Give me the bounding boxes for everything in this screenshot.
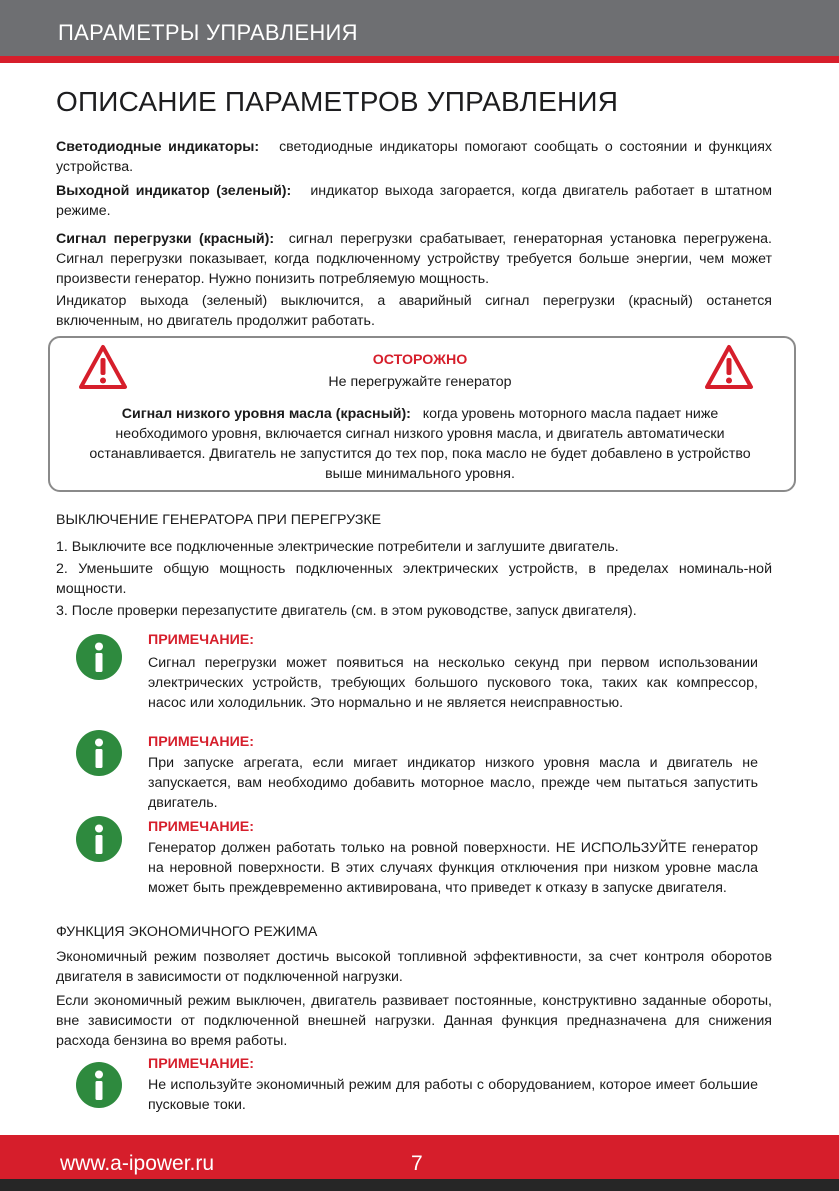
footer-strip (0, 1179, 839, 1191)
header-bar (0, 0, 839, 56)
paragraph-output-off: Индикатор выхода (зеленый) выключится, а аварийный сигнал перегрузки (красный) останется включенным, но двигатель продолжит работать. (56, 293, 772, 329)
section-heading-eco: ФУНКЦИЯ ЭКОНОМИЧНОГО РЕЖИМА (56, 924, 318, 940)
warning-title: ОСТОРОЖНО (372, 352, 468, 368)
led-text: светодиодные индикаторы помогают сообщать о состоянии и функциях устройства. (56, 139, 772, 175)
eco-paragraph-2: Если экономичный режим выключен, двигатель развивает постоянные, конструктивно заданные обороты, вне зависимости от подключенной внешней нагрузки. Данная функция предназначена для снижения расхода бензина во время работы. (56, 993, 772, 1049)
page-title: ОПИСАНИЕ ПАРАМЕТРОВ УПРАВЛЕНИЯ (56, 86, 619, 117)
overload-label: Сигнал перегрузки (красный): (56, 231, 275, 247)
led-label: Светодиодные индикаторы: (56, 139, 260, 155)
footer-url[interactable]: www.a-ipower.ru (60, 1152, 215, 1175)
warning-oil-paragraph (76, 404, 764, 484)
warning-subtitle: Не перегружайте генератор (328, 374, 512, 390)
note-text: Генератор должен работать только на ровной поверхности. НЕ ИСПОЛЬЗУЙТЕ генератор на неровной поверхности. В этих случаях функция отключения при низком уровне масла может быть преждевременно активирована, что приведет к отказу в запуске двигателя. (148, 840, 758, 896)
output-text: индикатор выхода загорается, когда двигатель работает в штатном режиме. (56, 183, 773, 219)
header-title: ПАРАМЕТРЫ УПРАВЛЕНИЯ (58, 20, 358, 45)
info-circle-icon (76, 634, 122, 680)
paragraph-output (56, 181, 772, 221)
oil-label: Сигнал низкого уровня масла (красный): (121, 406, 411, 422)
page-number: 7 (411, 1152, 423, 1175)
note-text: При запуске агрегата, если мигает индикатор низкого уровня масла и двигатель не запускается, вам необходимо добавить моторное масло, прежде чем пытаться запустить двигатель. (148, 755, 758, 811)
eco-paragraph-1: Экономичный режим позволяет достичь высокой топливной эффективности, за счет контроля оборотов двигателя в зависимости от подключенной нагрузки. (56, 949, 772, 985)
note-label: ПРИМЕЧАНИЕ: (148, 1056, 254, 1072)
output-label: Выходной индикатор (зеленый): (56, 183, 292, 199)
section-heading-shutdown: ВЫКЛЮЧЕНИЕ ГЕНЕРАТОРА ПРИ ПЕРЕГРУЗКЕ (56, 512, 382, 528)
shutdown-step-3: 3. После проверки перезапустите двигатель (см. в этом руководстве, запуск двигателя). (56, 603, 637, 619)
header-accent-line (0, 56, 839, 63)
info-circle-icon (76, 816, 122, 862)
shutdown-step-2: 2. Уменьшите общую мощность подключенных электрических устройств, в пределах номиналь-ной мощности. (56, 561, 772, 597)
oil-text: когда уровень моторного масла падает ниже необходимого уровня, включается сигнал низкого уровня масла, и двигатель автоматически останавливается. Двигатель не запустится до тех пор, пока масло не будет добавлено в устройство выше минимального уровня. (89, 406, 751, 482)
paragraph-led (56, 137, 772, 177)
overload-text: сигнал перегрузки срабатывает, генераторная установка перегружена. Сигнал перегрузки показывает, когда подключенному устройству требуется больше энергии, чем может произвести генератор. Нужно понизить потребляемую мощность. (56, 231, 772, 287)
paragraph-overload (56, 229, 772, 289)
note-label: ПРИМЕЧАНИЕ: (148, 819, 254, 835)
note-text: Не используйте экономичный режим для работы с оборудованием, которое имеет большие пусковые токи. (148, 1077, 758, 1113)
shutdown-step-1: 1. Выключите все подключенные электрические потребители и заглушите двигатель. (56, 539, 619, 555)
note-label: ПРИМЕЧАНИЕ: (148, 734, 254, 750)
info-circle-icon (76, 730, 122, 776)
note-text: Сигнал перегрузки может появиться на несколько секунд при первом использовании электрических устройств, требующих большого пускового тока, таких как компрессор, насос или холодильник. Это нормально и не является неисправностью. (148, 655, 758, 711)
note-label: ПРИМЕЧАНИЕ: (148, 632, 254, 648)
info-circle-icon (76, 1062, 122, 1108)
